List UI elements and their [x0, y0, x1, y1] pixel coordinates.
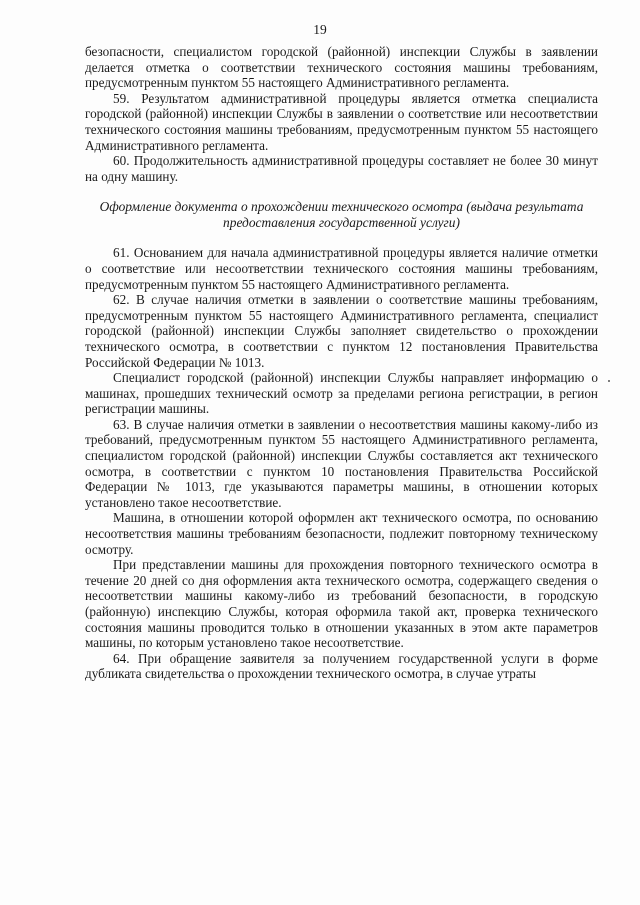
paragraph-63: 63. В случае наличия отметки в заявлении о несоответствия машины какому-либо из требований, предусмотренным пунктом 55 настоящего Административного регламента, специалистом городской (районной) инспекции Службы составляется акт технического осмотра, в соответствии с пунктом 10 постановления Правительства Российской Федерации № 1013, где указываются параметры машины, в отношении которых установлено такое несоответствие.	[85, 416, 598, 510]
paragraph-60: 60. Продолжительность административной процедуры составляет не более 30 минут на одну машину.	[85, 153, 598, 184]
paragraph-62: 62. В случае наличия отметки в заявлении о соответствие машины требованиям, предусмотренным пунктом 55 настоящего Административного регламента, специалист городской (районной) инспекции Службы заполняет свидетельство о прохождении технического осмотра, в соответствии с пунктом 12 постановления Правительства Российской Федерации № 1013.	[85, 292, 598, 370]
document-body	[85, 44, 598, 682]
section-heading: Оформление документа о прохождении технического осмотра (выдача результата предоставления государственной услуги)	[99, 199, 584, 231]
paragraph-61: 61. Основанием для начала административной процедуры является наличие отметки о соответствие или несоответствии технического состояния машины требованиям, предусмотренным пунктом 55 настоящего Административного регламента.	[85, 245, 598, 292]
paragraph-63-repeat-inspection: При представлении машины для прохождения повторного технического осмотра в течение 20 дней со дня оформления акта технического осмотра, содержащего сведения о несоответствии машины какому-либо из требований безопасности, в городскую (районную) инспекцию Службы, которая оформила такой акт, проверка технического состояния машины проводится только в отношении указанных в этом акте параметров машины, по которым установлено такое несоответствие.	[85, 557, 598, 651]
paragraph-59: 59. Результатом административной процедуры является отметка специалиста городской (районной) инспекции Службы в заявлении о соответствие или несоответствии технического состояния машины требованиям, предусмотренным пунктом 55 настоящего Административного регламента.	[85, 90, 598, 153]
paragraph-62-inspector: Специалист городской (районной) инспекции Службы направляет информацию о машинах, прошедших технический осмотр за пределами региона регистрации, в регион регистрации машины.	[85, 370, 598, 417]
paragraph-58-continuation: безопасности, специалистом городской (районной) инспекции Службы в заявлении делается отметка о соответствии технического состояния машины требованиям, предусмотренным пунктом 55 настоящего Административного регламента.	[85, 44, 598, 91]
scan-speck	[608, 380, 610, 382]
page-number: 19	[313, 22, 327, 37]
paragraph-63-reinspection: Машина, в отношении которой оформлен акт технического осмотра, по основанию несоответствия машины требованиям безопасности, подлежит повторному техническому осмотру.	[85, 510, 598, 557]
paragraph-64: 64. При обращение заявителя за получением государственной услуги в форме дубликата свидетельства о прохождении технического осмотра, в случае утраты	[85, 650, 598, 682]
